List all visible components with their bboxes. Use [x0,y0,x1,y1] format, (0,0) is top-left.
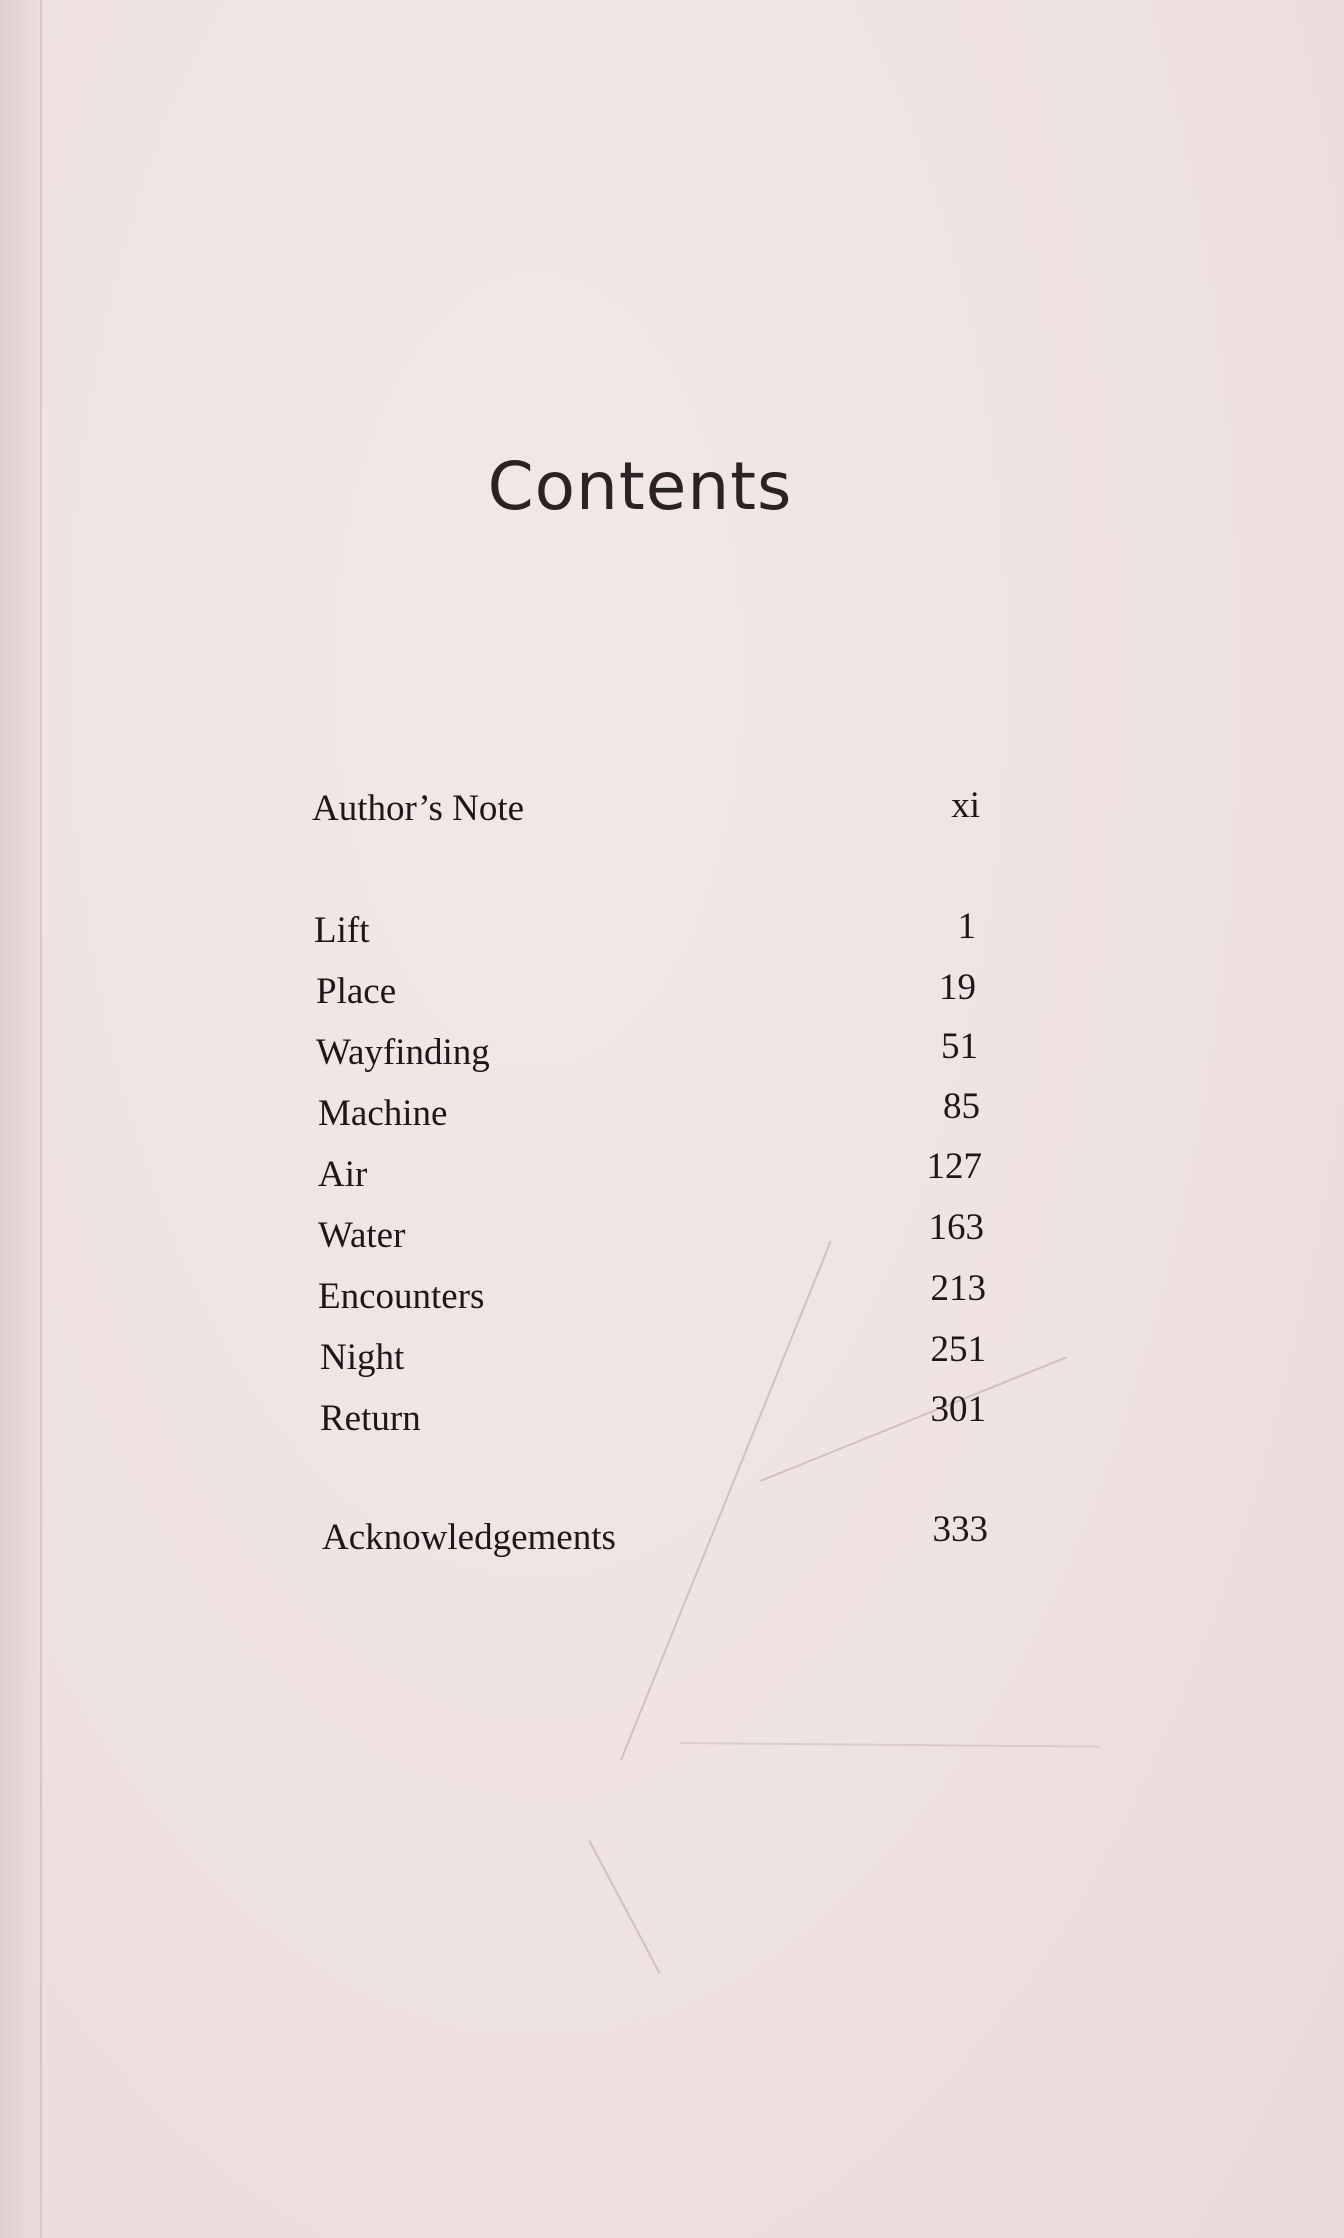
toc-entry-page: 1 [957,906,976,947]
toc-entry-label: Air [318,1154,368,1195]
toc-entry-page: 213 [930,1268,986,1309]
toc-entry-label: Machine [318,1093,448,1134]
toc-entry-page: 51 [941,1026,978,1067]
toc-entry-label: Encounters [318,1276,485,1317]
toc-entry-page: 163 [928,1207,984,1248]
toc-entry-page: 301 [930,1389,986,1430]
page-title: Contents [487,448,793,525]
toc-entry-page: 19 [939,967,976,1008]
toc-entry-page: 127 [926,1146,982,1187]
toc-entry-label: Night [320,1337,405,1378]
toc-entry-page: 85 [943,1086,980,1127]
toc-entry-label: Return [320,1398,421,1439]
toc-entry-label: Water [318,1215,406,1256]
toc-entry-label: Author’s Note [312,788,525,829]
toc-entry-label: Place [316,971,397,1012]
toc-entry-label: Lift [314,910,370,951]
toc-entry-label: Acknowledgements [322,1517,616,1558]
toc-entry-page: xi [951,785,980,826]
toc-entry-label: Wayfinding [316,1032,490,1073]
toc-entry-page: 333 [932,1509,988,1550]
toc-entry-page: 251 [930,1329,986,1370]
